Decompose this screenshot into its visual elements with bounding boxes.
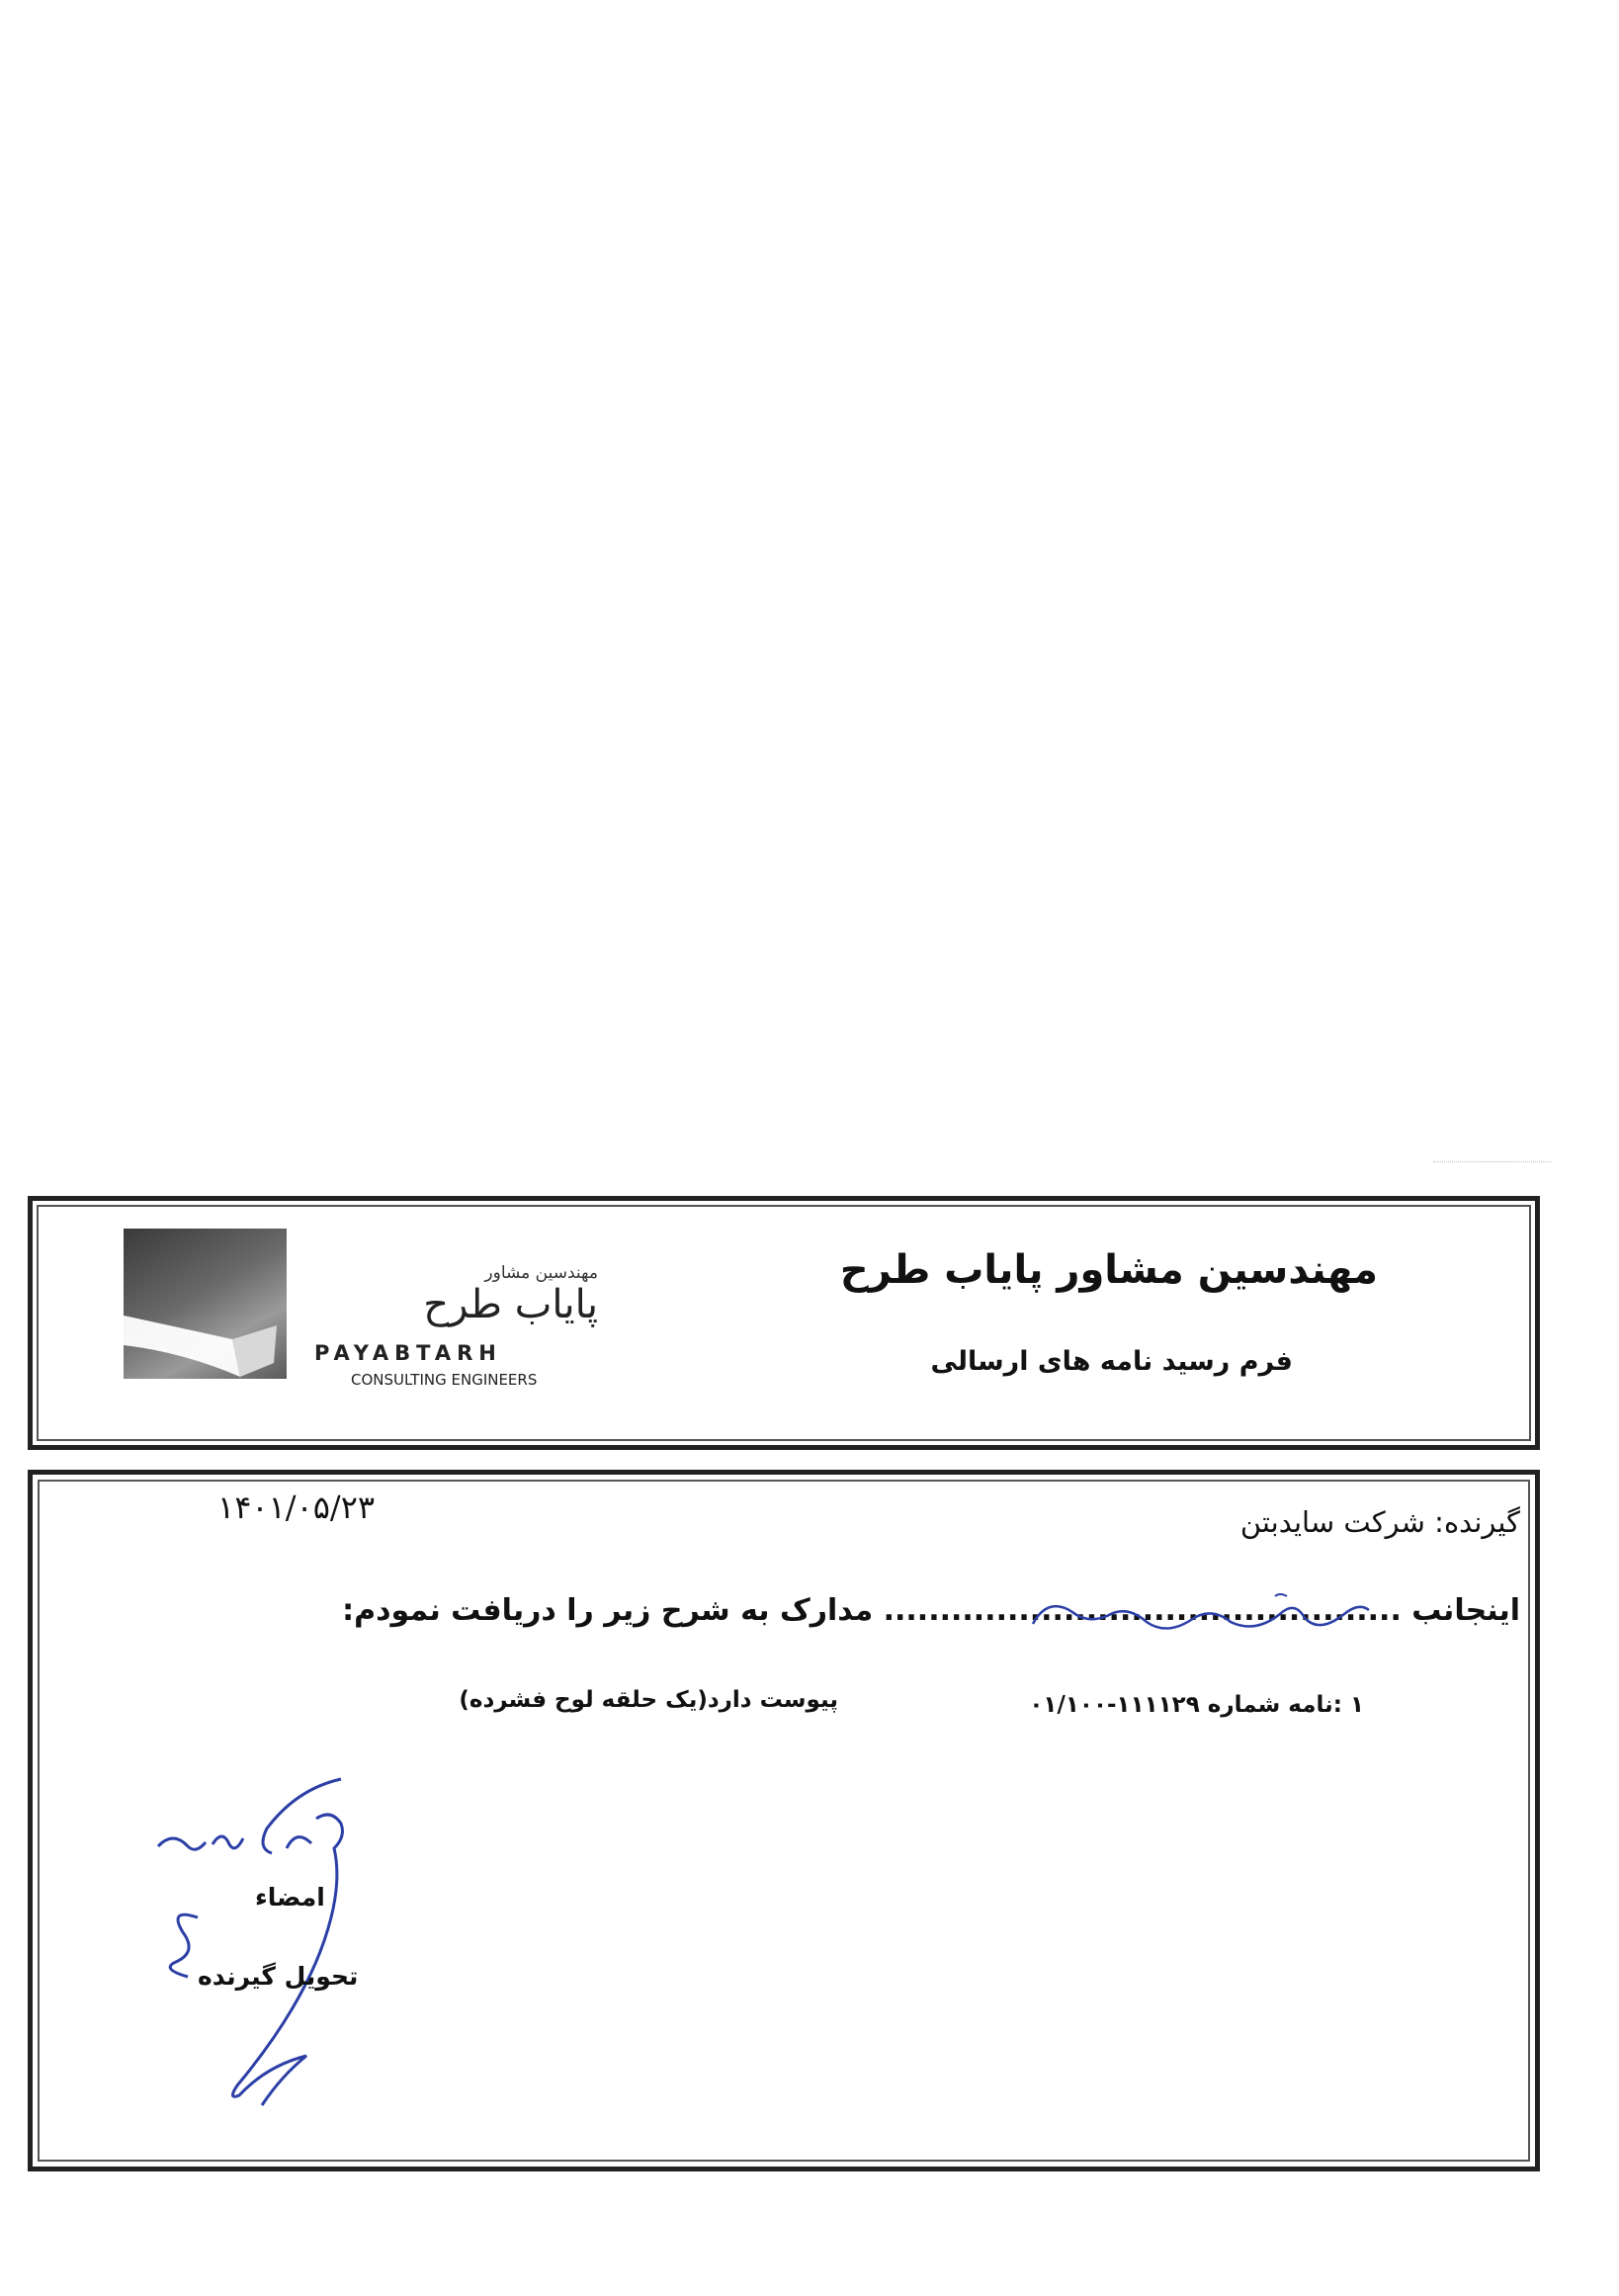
signature-label: امضاء bbox=[255, 1883, 325, 1912]
recipient-line: گیرنده: شرکت سایدبتن bbox=[1239, 1505, 1520, 1539]
logo-persian-name: پایاب طرح bbox=[423, 1282, 598, 1327]
form-title: فرم رسید نامه های ارسالی bbox=[930, 1346, 1293, 1377]
receiver-name-signature bbox=[1028, 1584, 1404, 1654]
list-item-letter-number: ۱ :نامه شماره ۱۱۱۱۲۹-۰۱/۱۰۰ bbox=[1029, 1692, 1364, 1718]
list-item-attachment: پیوست دارد(یک حلقه لوح فشرده) bbox=[459, 1687, 838, 1713]
acknowledgement-line: اینجانب .............................................. مدارک به شرح زیر را دریافت نمودم: bbox=[342, 1593, 1520, 1628]
logo-english-name: PAYABTARH bbox=[314, 1341, 502, 1365]
handwritten-signature-icon bbox=[148, 1759, 405, 2155]
deliverer-label: تحویل گیرنده bbox=[198, 1962, 359, 1991]
company-logo-icon bbox=[124, 1229, 287, 1379]
scan-mark bbox=[1433, 1161, 1552, 1166]
receipt-date: ۱۴۰۱/۰۵/۲۳ bbox=[217, 1488, 376, 1526]
logo-persian-subtitle: مهندسین مشاور bbox=[484, 1263, 598, 1283]
company-name-heading: مهندسین مشاور پایاب طرح bbox=[839, 1247, 1378, 1293]
logo-english-subtitle: CONSULTING ENGINEERS bbox=[351, 1371, 538, 1389]
